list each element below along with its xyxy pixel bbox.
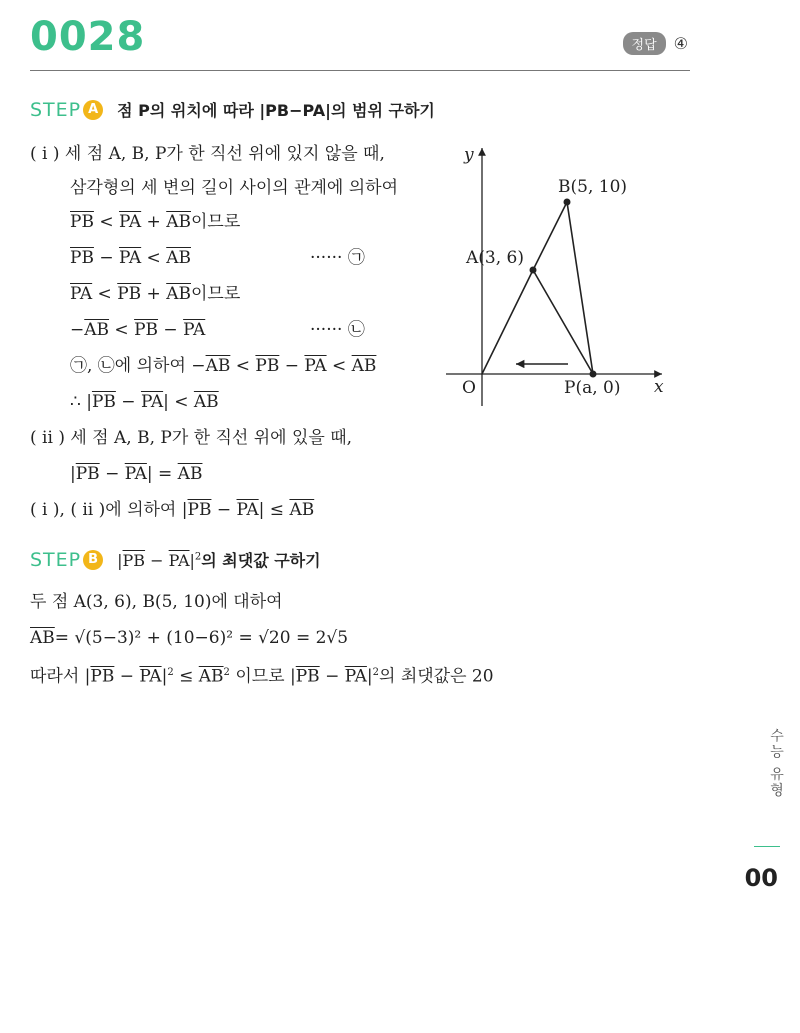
step-b-word: STEP [30,548,82,571]
marker-2: ······ ㉡ [310,320,365,340]
case2-equality: $|\overline{PB} - \overline{PA}| = \overline{AB}$ [70,464,203,484]
step-b-ab-length: $\overline{AB}= √(5-3)^2 + (10-6)^2 = √20 = 2√5$ [30,628,349,648]
step-b-title: $|\overline{PB} - \overline{PA}|^2$의 최댓값 구하기 [117,551,321,570]
point-p-label: P(a, 0) [564,378,621,398]
case1-reason: 삼각형의 세 변의 길이 사이의 관계에 의하여 [70,178,399,198]
ab-value: = √(5−3)² + (10−6)² = √20 = 2√5 [54,628,349,648]
inequality-4: $-\overline{AB} < \overline{PB} - \overline{PA}$ ······ ㉡ [70,320,365,340]
combine-prefix: ㉠, ㉡에 의하여 [70,356,186,376]
case1-intro: ( i ) 세 점 A, B, P가 한 직선 위에 있지 않을 때, [30,144,385,164]
case2-intro: ( ii ) 세 점 A, B, P가 한 직선 위에 있을 때, [30,428,353,448]
step-a-title: 점 P의 위치에 따라 |PB−PA|의 범위 구하기 [117,101,435,120]
marker-1: ······ ㉠ [310,248,365,268]
origin-label: O [462,378,476,398]
coordinate-graph [440,140,680,410]
point-b [564,199,571,206]
final-middle: 이므로 [235,666,285,687]
point-b-label: B(5, 10) [558,177,628,197]
inequality-2: $\overline{PB} - \overline{PA} < \overline{AB}$ ······ ㉠ [70,248,365,268]
step-b-title-suffix: 의 최댓값 구하기 [201,551,321,570]
page-number: 00 [744,864,778,892]
step-b-letter: B [83,550,103,570]
step-a-word: STEP [30,98,82,121]
step-b-given: 두 점 A(3, 6), B(5, 10)에 대하여 [30,592,283,612]
step-b-final: 따라서 $|\overline{PB} - \overline{PA}|^2 \le \overline{AB}^2$ 이므로 $|\overline{PB} - \overline{PA}|^2$의 최댓값은 20 [30,666,494,687]
final-suffix: 의 최댓값은 20 [379,666,494,687]
path-o-a-b-p [482,202,593,374]
point-a [530,267,537,274]
ineq3-suffix: 이므로 [191,284,241,304]
y-axis-label: y [464,145,474,165]
step-b-heading [30,548,321,571]
problem-number: 0028 [30,14,146,60]
side-vertical-text: 수능 유형 [768,728,784,799]
answer-value: ④ [673,34,688,53]
step-a-letter: A [83,100,103,120]
top-rule [30,70,690,71]
answer-badge: 정답 [623,32,666,55]
inequality-1: $\overline{PB} < \overline{PA} + \overline{AB}$이므로 [70,212,241,232]
step-a-conclusion: ( i ), ( ii )에 의하여 $|\overline{PB} - \overline{PA}| \le \overline{AB}$ [30,500,315,520]
inequality-combined: ㉠, ㉡에 의하여 $-\overline{AB} < \overline{PB} - \overline{PA} < \overline{AB}$ [70,356,377,376]
ineq1-suffix: 이므로 [191,212,241,232]
x-axis-label: x [654,377,664,397]
step-a-heading [30,98,435,121]
final-prefix: 따라서 [30,666,80,687]
point-a-label: A(3, 6) [466,248,524,268]
side-rule [754,846,780,847]
conclusion-prefix: ( i ), ( ii )에 의하여 [30,500,177,520]
inequality-3: $\overline{PA} < \overline{PB} + \overline{AB}$이므로 [70,284,241,304]
point-p [590,371,597,378]
inequality-therefore: ∴ $|\overline{PB} - \overline{PA}| < \overline{AB}$ [70,392,219,412]
answer-box [623,32,688,55]
